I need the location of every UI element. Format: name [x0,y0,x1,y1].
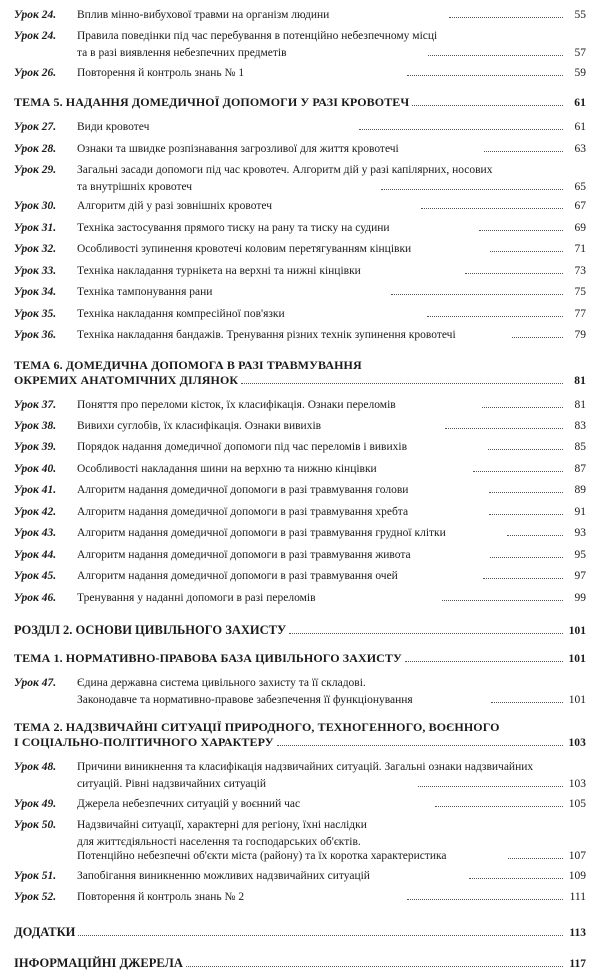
leader-dots [489,484,563,494]
entry-text: Техніка застосування прямого тиску на рану та тиску на судини [77,222,393,234]
entry-label: Урок 47. [14,677,57,690]
appendix-page: 113 [569,926,586,939]
toc-entry[interactable] [14,458,586,478]
entry-page: 59 [574,66,587,79]
leader-dots [407,66,563,76]
entry-page: 79 [574,329,586,342]
leader-dots [428,46,563,56]
theme-heading-1 [14,651,586,666]
entry-page: 87 [574,462,586,475]
leader-dots [186,959,563,967]
entry-text: Єдина державна система цивільного захисту та її складові. [77,677,366,690]
theme-title-line2: ОКРЕМИХ АНАТОМІЧНИХ ДІЛЯНОК [14,372,239,387]
toc-entry[interactable] [14,217,586,237]
toc-entry[interactable] [14,303,586,323]
toc-group-theme5 [14,116,586,344]
toc-entry[interactable] [14,814,586,864]
entry-label: Урок 49. [14,797,57,810]
entry-page: 97 [574,570,586,583]
leader-dots [435,797,563,807]
theme-heading-5 [14,95,586,110]
toc-entry[interactable] [14,281,586,301]
leader-dots [508,849,563,859]
appendix-title: ДОДАТКИ [14,924,76,939]
theme-title: ТЕМА 1. НОРМАТИВНО-ПРАВОВА БАЗА ЦИВІЛЬНОГО ЗАХИСТУ [14,651,402,666]
entry-page: 77 [574,307,587,320]
entry-label: Урок 30. [14,200,57,213]
entry-label: Урок 42. [14,505,57,518]
entry-text: Джерела небезпечних ситуацій у воєнний час [77,798,303,810]
entry-text-cont: Законодавче та нормативно-правове забезпечення її функціонування [77,694,416,706]
toc-group-theme6 [14,394,586,608]
entry-text: Техніка тампонування рани [77,286,215,298]
entry-label: Урок 43. [14,527,57,540]
entry-text: Тренування у наданні допомоги в разі переломів [77,592,319,604]
entry-text: Алгоритм надання домедичної допомоги в разі травмування хребта [77,506,411,518]
entry-page: 93 [574,527,587,540]
entry-page: 69 [574,221,587,234]
toc-entry[interactable] [14,138,586,158]
leader-dots [488,441,563,451]
leader-dots [391,285,563,295]
section-heading-2 [14,623,586,638]
entry-page: 95 [574,548,587,561]
entry-label: Урок 32. [14,243,57,256]
entry-text: Вивихи суглобів, їх класифікація. Ознаки вивихів [77,420,324,432]
entry-page: 57 [574,46,586,59]
entry-page: 107 [568,850,586,863]
leader-dots [381,180,563,190]
leader-dots [512,328,563,338]
entry-page: 83 [574,420,587,432]
entry-page: 91 [574,505,587,518]
leader-dots [412,99,563,107]
entry-text: Повторення й контроль знань № 2 [77,891,247,903]
entry-text: Алгоритм дій у разі зовнішніх кровотеч [77,200,275,212]
entry-text: Види кровотеч [77,121,152,133]
toc-entry[interactable] [14,195,586,215]
entry-label: Урок 27. [14,121,57,134]
toc-entry[interactable] [14,62,586,82]
entry-label: Урок 40. [14,462,57,475]
sources-heading[interactable] [14,956,586,971]
leader-dots [418,777,563,787]
entry-label: Урок 26. [14,66,57,79]
toc-entry[interactable] [14,886,586,906]
leader-dots [507,527,563,537]
entry-page: 67 [574,200,587,213]
entry-page: 111 [569,891,587,904]
toc-entry[interactable] [14,436,586,456]
toc-entry[interactable] [14,116,586,136]
entry-text: Алгоритм надання домедичної допомоги в разі травмування голови [77,484,411,496]
toc-entry[interactable] [14,4,586,24]
entry-page: 99 [574,591,587,604]
theme-title-line1: ТЕМА 6. ДОМЕДИЧНА ДОПОМОГА В РАЗІ ТРАВМУВАННЯ [14,357,362,372]
entry-text: Надзвичайні ситуації, характерні для регіону, їхні наслідки [77,819,367,832]
section-title: РОЗДІЛ 2. ОСНОВИ ЦИВІЛЬНОГО ЗАХИСТУ [14,623,287,638]
entry-label: Урок 38. [14,420,57,432]
leader-dots [289,626,563,634]
toc-entry[interactable] [14,522,586,542]
entry-text-cont: та внутрішніх кровотеч [77,181,195,193]
entry-text: Поняття про переломи кісток, їх класифікація. Ознаки переломів [77,399,399,411]
theme-heading-6 [14,358,586,388]
entry-page: 75 [574,286,586,299]
sources-title: ІНФОРМАЦІЙНІ ДЖЕРЕЛА [14,955,183,970]
entry-label: Урок 31. [14,221,57,234]
leader-dots [491,693,563,703]
toc-entry[interactable] [14,756,586,791]
entry-label: Урок 46. [14,591,57,604]
leader-dots [359,120,563,130]
entry-label: Урок 44. [14,548,57,561]
entry-text: Алгоритм надання домедичної допомоги в разі травмування очей [77,570,401,582]
entry-text-cont: ситуацій. Рівні надзвичайних ситуацій [77,778,269,790]
toc-entry[interactable] [14,238,586,258]
entry-text: Особливості накладання шини на верхню та нижню кінцівки [77,463,380,475]
leader-dots [483,569,563,579]
leader-dots [473,462,563,472]
theme-page: 61 [574,97,586,110]
leader-dots [465,264,563,274]
toc-entry[interactable] [14,394,586,414]
entry-text: Особливості зупинення кровотечі коловим перетягуванням кінцівки [77,243,414,255]
toc-entry[interactable] [14,260,586,280]
leader-dots [482,398,563,408]
entry-text-cont: для життєдіяльності населення та господарських об'єктів. [77,835,361,848]
entry-page: 55 [574,9,587,21]
toc-entry[interactable] [14,544,586,564]
entry-page: 109 [568,869,587,882]
theme-page: 101 [568,653,586,666]
entry-label: Урок 33. [14,264,57,277]
entry-page: 101 [568,693,587,706]
theme-title: ТЕМА 5. НАДАННЯ ДОМЕДИЧНОЇ ДОПОМОГИ У РАЗІ КРОВОТЕЧ [14,95,410,110]
entry-label: Урок 50. [14,819,57,832]
entry-label: Урок 45. [14,570,57,583]
entry-page: 73 [574,264,587,277]
entry-label: Урок 48. [14,761,57,774]
toc-entry[interactable] [14,501,586,521]
leader-dots [421,199,564,209]
toc-entry[interactable] [14,25,586,60]
toc-entry[interactable] [14,159,586,194]
toc-entry[interactable] [14,587,586,607]
entry-page: 63 [574,142,586,155]
entry-text: Причини виникнення та класифікація надзвичайних ситуацій. Загальні ознаки надзвичайних [77,761,534,774]
leader-dots [78,928,563,936]
leader-dots [489,505,563,515]
toc-entry[interactable] [14,672,586,707]
toc-entry[interactable] [14,865,586,885]
leader-dots [405,655,563,663]
sources-page: 117 [569,957,586,970]
entry-text: Ознаки та швидке розпізнавання загрозливої для життя кровотечі [77,143,402,155]
theme-title-line2: І СОЦІАЛЬНО-ПОЛІТИЧНОГО ХАРАКТЕРУ [14,735,274,750]
toc-entry[interactable] [14,324,586,344]
entry-text: Запобігання виникненню можливих надзвичайних ситуацій [77,870,373,882]
entry-text: Правила поведінки під час перебування в потенційно небезпечному місці [77,30,438,43]
leader-dots [442,591,563,601]
leader-dots [241,376,563,384]
entry-label: Урок 35. [14,307,57,320]
entry-text: Техніка накладання бандажів. Тренування різних технік зупинення кровотечі [77,329,459,341]
leader-dots [490,548,563,558]
entry-text-cont: Потенційно небезпечні об'єкти міста (району) та їх коротка характеристика [77,850,450,862]
leader-dots [484,142,563,152]
entry-label: Урок 52. [14,891,57,904]
entry-text: Техніка накладання турнікета на верхні та нижні кінцівки [77,265,364,277]
entry-page: 61 [574,121,586,134]
entry-label: Урок 24. [14,9,57,21]
toc-entry[interactable] [14,565,586,585]
leader-dots [427,307,563,317]
theme-page: 103 [568,737,586,750]
entry-page: 71 [574,243,587,256]
entry-text: Техніка накладання компресійної пов'язки [77,308,288,320]
entry-label: Урок 37. [14,398,57,411]
toc-entry[interactable] [14,479,586,499]
leader-dots [490,242,563,252]
leader-dots [479,221,563,231]
entry-page: 89 [574,484,587,497]
leader-dots [469,869,563,879]
toc-group-theme1 [14,672,586,707]
section-page: 101 [568,625,586,638]
entry-text: Алгоритм надання домедичної допомоги в разі травмування живота [77,549,414,561]
leader-dots [407,891,563,901]
entry-page: 85 [574,441,586,454]
entry-label: Урок 51. [14,869,57,882]
entry-text: Алгоритм надання домедичної допомоги в разі травмування грудної клітки [77,527,449,539]
entry-label: Урок 39. [14,441,57,454]
entry-label: Урок 41. [14,484,57,497]
entry-text: Порядок надання домедичної допомоги під час переломів і вивихів [77,441,410,453]
toc-entry[interactable] [14,415,586,435]
entry-text: Загальні засади допомоги під час кровотеч. Алгоритм дій у разі капілярних, носових [77,164,493,177]
entry-page: 105 [568,797,586,810]
toc-group-top [14,4,586,82]
entry-text-cont: та в разі виявлення небезпечних предметів [77,47,290,59]
entry-label: Урок 29. [14,164,57,177]
entry-page: 65 [574,180,586,193]
theme-title-line1: ТЕМА 2. НАДЗВИЧАЙНІ СИТУАЦІЇ ПРИРОДНОГО, ТЕХНОГЕННОГО, ВОЄННОГО [14,720,500,735]
entry-text: Повторення й контроль знань № 1 [77,67,247,79]
entry-label: Урок 28. [14,142,57,155]
entry-label: Урок 36. [14,329,57,342]
theme-heading-2 [14,720,586,750]
leader-dots [449,8,563,18]
entry-label: Урок 34. [14,286,57,299]
entry-page: 103 [568,777,586,790]
toc-group-theme2 [14,756,586,907]
entry-page: 81 [574,398,587,411]
appendix-heading[interactable] [14,925,586,940]
toc-entry[interactable] [14,793,586,813]
leader-dots [445,419,563,429]
entry-text: Вплив мінно-вибухової травми на організм людини [77,9,332,21]
theme-page: 81 [574,374,586,387]
entry-label: Урок 24. [14,30,57,43]
